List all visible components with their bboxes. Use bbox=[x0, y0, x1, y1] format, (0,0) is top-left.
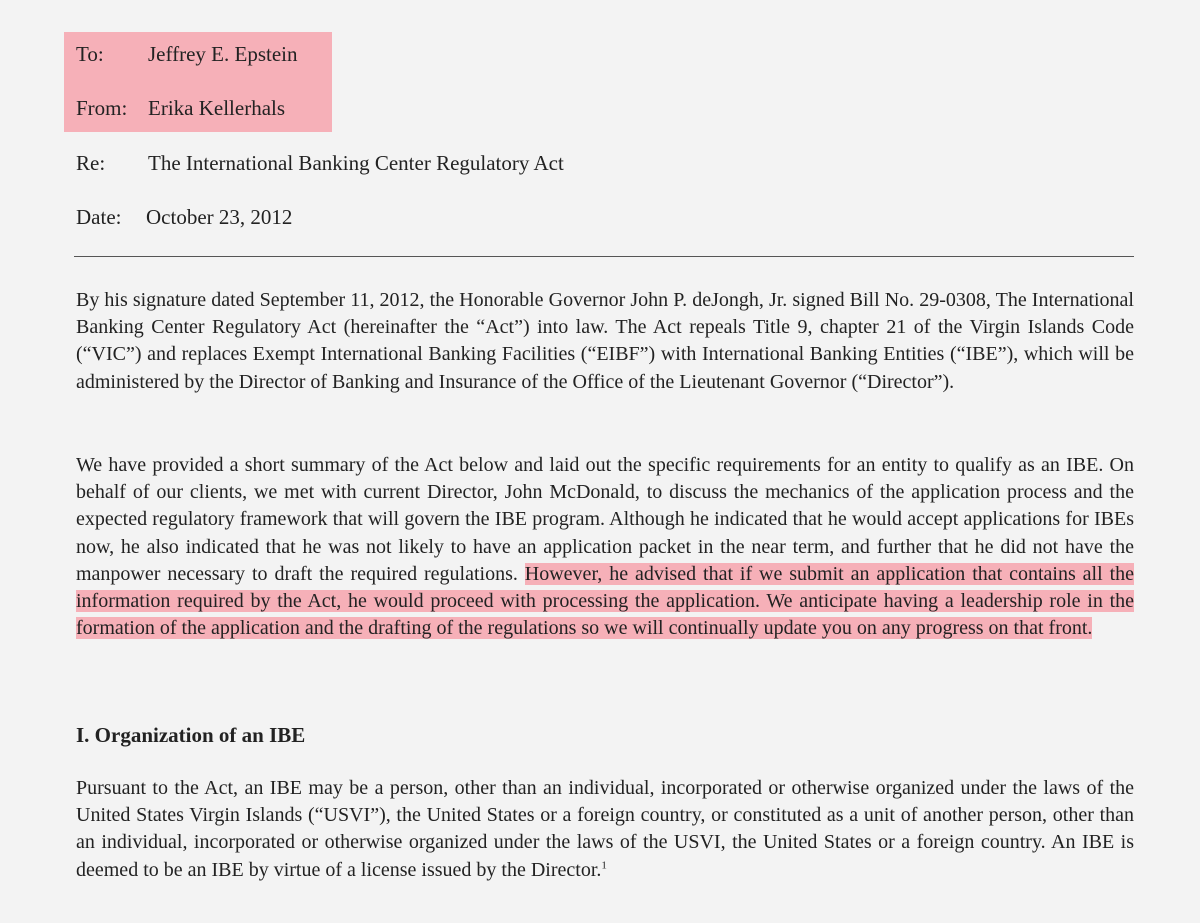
memo-to-label: To: bbox=[76, 42, 104, 66]
memo-from-label: From: bbox=[76, 96, 128, 120]
paragraph-summary-highlighted-text: However, he advised that if we submit an application that contains all the information required by the Act, he would proceed with processing the application. We anticipate having a leadership role in the formation of the application and the drafting of the regulations so we will continually update you on any progress on that front. bbox=[76, 562, 1135, 640]
paragraph-intro: By his signature dated September 11, 2012, the Honorable Governor John P. deJongh, Jr. signed Bill No. 29-0308, The International Banking Center Regulatory Act (hereinafter the “Act”) into law. The Act repeals Title 9, chapter 21 of the Virgin Islands Code (“VIC”) and replaces Exempt International Banking Facilities (“EIBF”) with International Banking Entities (“IBE”), which will be administered by the Director of Banking and Insurance of the Office of the Lieutenant Governor (“Director”). bbox=[76, 289, 1134, 393]
memo-date-value: October 23, 2012 bbox=[146, 205, 293, 229]
memo-date-label: Date: bbox=[76, 205, 122, 229]
memo-date-row bbox=[76, 204, 293, 230]
paragraph-organization-text: Pursuant to the Act, an IBE may be a person, other than an individual, incorporated or otherwise organized under the laws of the United States Virgin Islands (“USVI”), the United States or a foreign country, or constituted as a unit of another person, other than an individual, incorporated or otherwise organized under the laws of the USVI, the United States or a foreign country. An IBE is deemed to be an IBE by virtue of a license issued by the Director. bbox=[76, 777, 1134, 881]
memo-from-row bbox=[76, 95, 286, 121]
paragraph-organization bbox=[76, 775, 1134, 884]
footnote-marker: 1 bbox=[601, 858, 607, 871]
memo-to-row bbox=[76, 41, 298, 67]
memo-from-value: Erika Kellerhals bbox=[148, 96, 286, 120]
memo-re-row bbox=[76, 150, 564, 176]
memo-to-value: Jeffrey E. Epstein bbox=[148, 42, 298, 66]
memo-re-value: The International Banking Center Regulatory Act bbox=[148, 151, 564, 175]
header-divider bbox=[74, 256, 1134, 257]
section-heading-organization: I. Organization of an IBE bbox=[76, 723, 306, 747]
memo-re-label: Re: bbox=[76, 151, 106, 175]
paragraph-summary bbox=[76, 452, 1134, 642]
paragraph-summary-text: We have provided a short summary of the Act below and laid out the specific requirements for an entity to qualify as an IBE. On behalf of our clients, we met with current Director, John McDonald, to discuss the mechanics of the application process and the expected regulatory framework that will govern the IBE program. Although he indicated that he would accept applications for IBEs now, he also indicated that he was not likely to have an application packet in the near term, and further that he did not have the manpower necessary to draft the required regulations. bbox=[76, 454, 1134, 585]
